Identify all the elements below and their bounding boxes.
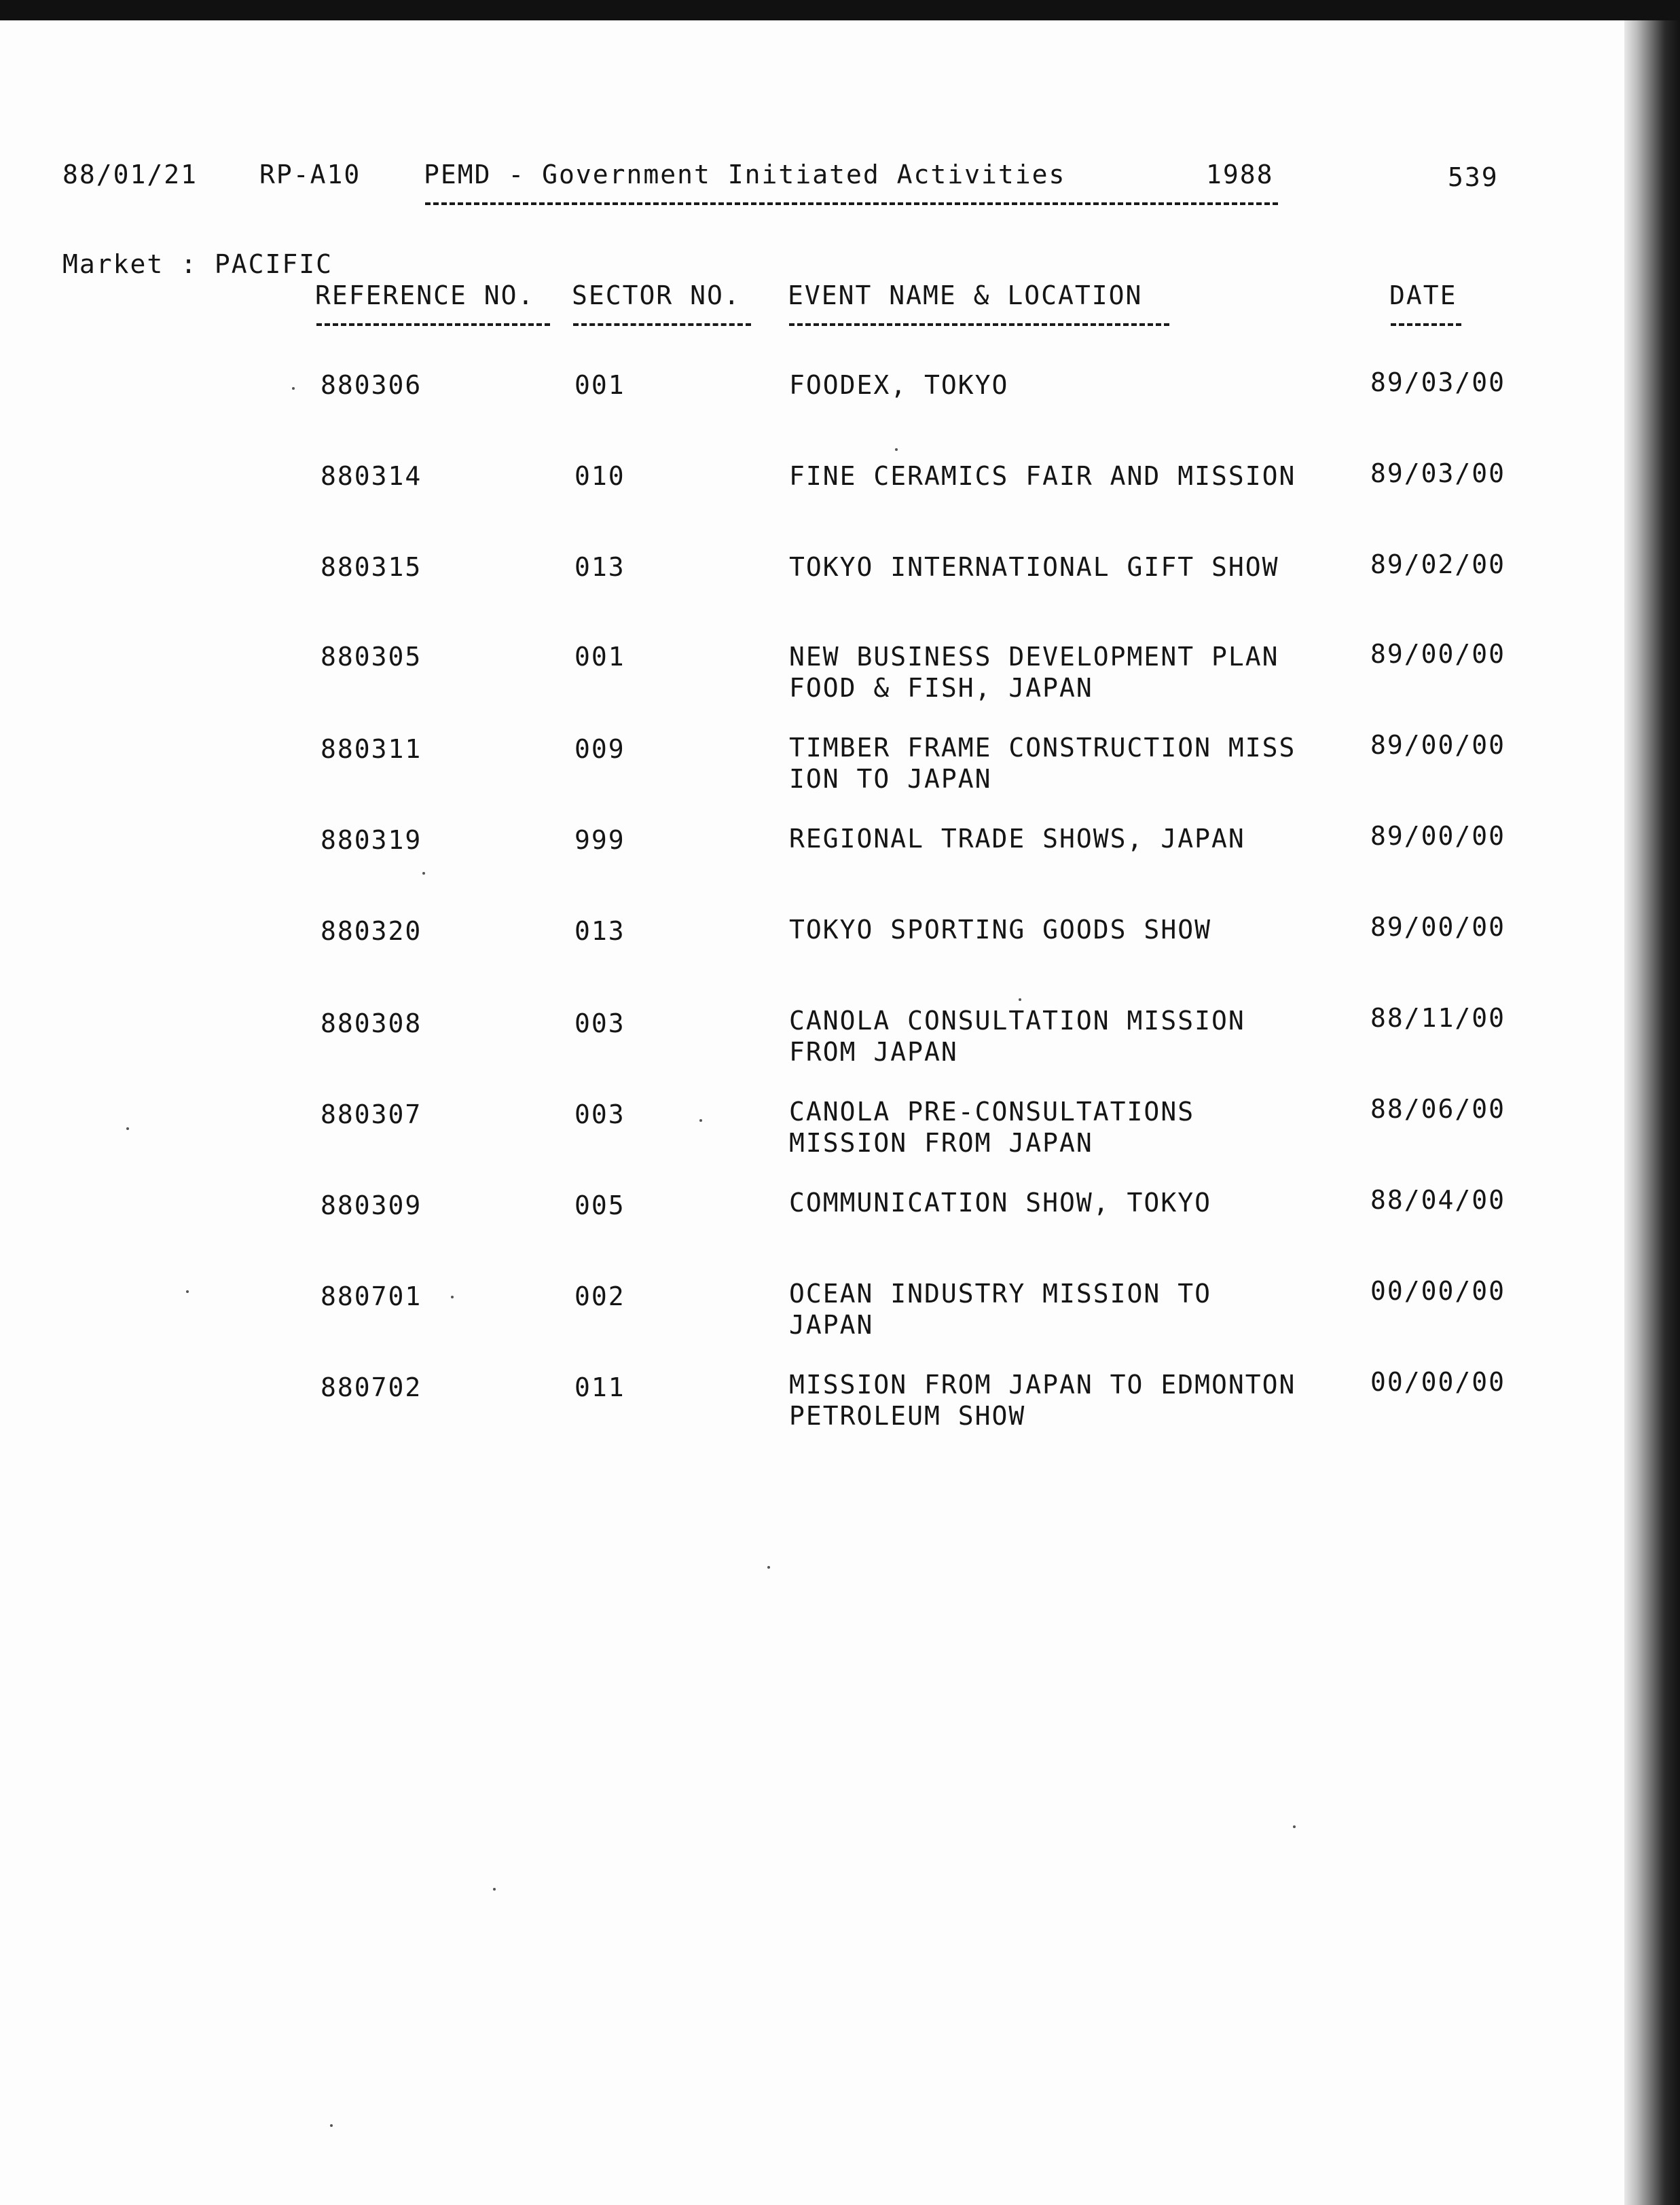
scan-top-border [0,0,1680,20]
event-name: FINE CERAMICS FAIR AND MISSION [789,461,1296,491]
column-header-sector: SECTOR NO. [572,280,741,310]
sector-header-underline [573,323,751,326]
sector-number: 013 [574,916,625,946]
sector-number: 013 [574,552,625,582]
event-name: REGIONAL TRADE SHOWS, JAPAN [789,824,1245,854]
event-name: TIMBER FRAME CONSTRUCTION MISS [789,733,1296,763]
reference-header-underline [316,323,550,326]
event-name-continued: JAPAN [789,1310,874,1340]
event-name: NEW BUSINESS DEVELOPMENT PLAN [789,642,1279,672]
event-date: 89/00/00 [1370,912,1506,942]
event-date: 89/03/00 [1370,458,1506,488]
reference-number: 880306 [321,370,422,400]
event-date: 00/00/00 [1370,1367,1506,1397]
event-name: MISSION FROM JAPAN TO EDMONTON [789,1370,1296,1400]
reference-number: 880314 [321,461,422,491]
date-header-underline [1391,323,1461,326]
reference-number: 880307 [321,1099,422,1129]
scan-speck [422,872,425,875]
sector-number: 003 [574,1008,625,1038]
event-name: FOODEX, TOKYO [789,370,1009,400]
sector-number: 003 [574,1099,625,1129]
scan-speck [186,1290,189,1293]
event-date: 89/00/00 [1370,730,1506,760]
event-date: 89/03/00 [1370,367,1506,397]
event-name-continued: FROM JAPAN [789,1037,958,1067]
column-header-date: DATE [1389,280,1457,310]
scan-speck [699,1119,702,1122]
reference-number: 880308 [321,1008,422,1038]
scan-speck [1019,998,1021,1001]
report-title: PEMD - Government Initiated Activities [424,160,1066,189]
reference-number: 880319 [321,825,422,855]
scan-speck [451,1296,454,1298]
event-name: CANOLA PRE-CONSULTATIONS [789,1097,1195,1127]
report-code: RP-A10 [259,160,361,189]
event-name-continued: ION TO JAPAN [789,764,992,794]
scan-speck [1293,1825,1296,1828]
sector-number: 005 [574,1190,625,1220]
sector-number: 001 [574,642,625,672]
sector-number: 009 [574,734,625,764]
event-date: 88/11/00 [1370,1003,1506,1033]
reference-number: 880311 [321,734,422,764]
scan-right-edge [1624,20,1680,2205]
event-date: 00/00/00 [1370,1276,1506,1306]
sector-number: 011 [574,1372,625,1402]
event-name: CANOLA CONSULTATION MISSION [789,1006,1245,1036]
event-date: 89/00/00 [1370,821,1506,851]
scan-speck [767,1566,770,1569]
scan-speck [126,1127,129,1130]
event-name: COMMUNICATION SHOW, TOKYO [789,1188,1211,1218]
sector-number: 999 [574,825,625,855]
event-name-continued: FOOD & FISH, JAPAN [789,673,1093,703]
report-date: 88/01/21 [62,160,198,189]
sector-number: 001 [574,370,625,400]
reference-number: 880702 [321,1372,422,1402]
column-header-reference: REFERENCE NO. [315,280,535,310]
scan-speck [493,1888,496,1891]
event-name-continued: PETROLEUM SHOW [789,1401,1026,1431]
sector-number: 010 [574,461,625,491]
scan-speck [895,448,898,451]
reference-number: 880701 [321,1281,422,1311]
event-date: 89/00/00 [1370,639,1506,669]
reference-number: 880315 [321,552,422,582]
sector-number: 002 [574,1281,625,1311]
column-header-event: EVENT NAME & LOCATION [788,280,1143,310]
scan-speck [292,387,295,390]
event-name: TOKYO SPORTING GOODS SHOW [789,915,1211,945]
report-year: 1988 [1206,160,1274,189]
title-underline [425,202,1278,205]
event-header-underline [789,323,1169,326]
event-name: TOKYO INTERNATIONAL GIFT SHOW [789,552,1279,582]
scan-speck [330,2124,333,2127]
reference-number: 880320 [321,916,422,946]
reference-number: 880305 [321,642,422,672]
reference-number: 880309 [321,1190,422,1220]
event-date: 88/06/00 [1370,1094,1506,1124]
event-date: 89/02/00 [1370,549,1506,579]
market-label: Market : PACIFIC [62,249,333,279]
event-name: OCEAN INDUSTRY MISSION TO [789,1279,1211,1309]
event-name-continued: MISSION FROM JAPAN [789,1128,1093,1158]
page-number: 539 [1448,162,1499,192]
event-date: 88/04/00 [1370,1185,1506,1215]
